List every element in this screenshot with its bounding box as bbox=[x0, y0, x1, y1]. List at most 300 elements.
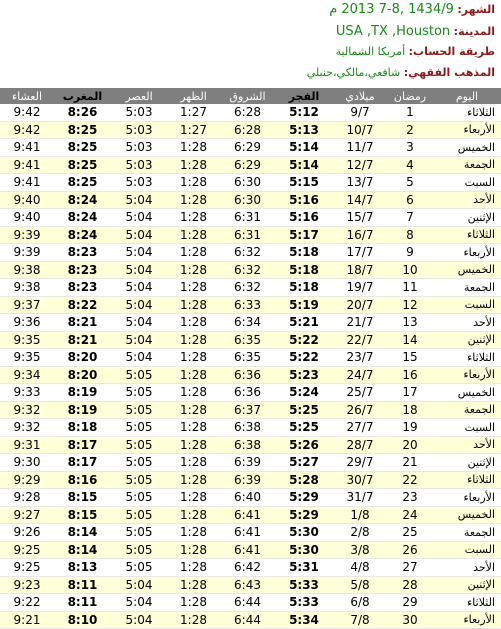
dhuhr-cell: 1:28 bbox=[167, 541, 220, 559]
isha-cell: 9:27 bbox=[0, 506, 54, 524]
asr-cell: 5:04 bbox=[111, 244, 167, 262]
isha-cell: 9:42 bbox=[0, 104, 54, 121]
table-row bbox=[0, 139, 501, 157]
dhuhr-cell: 1:27 bbox=[167, 121, 220, 139]
header-ramadan: رمضان bbox=[387, 88, 433, 104]
gregorian-cell: 31/7 bbox=[333, 489, 387, 507]
table-row bbox=[0, 296, 501, 314]
asr-cell: 5:03 bbox=[111, 156, 167, 174]
gregorian-cell: 20/7 bbox=[333, 296, 387, 314]
day-cell: الأحد bbox=[433, 191, 501, 209]
ramadan-cell: 14 bbox=[387, 331, 433, 349]
dhuhr-cell: 1:28 bbox=[167, 331, 220, 349]
madhhab-value: شافعي،مالكي،حنبلي bbox=[306, 66, 401, 79]
asr-cell: 5:05 bbox=[111, 489, 167, 507]
fajr-cell: 5:29 bbox=[275, 489, 333, 507]
day-cell: الثلاثاء bbox=[433, 349, 501, 367]
dhuhr-cell: 1:28 bbox=[167, 209, 220, 227]
fajr-cell: 5:13 bbox=[275, 121, 333, 139]
table-row bbox=[0, 366, 501, 384]
table-row bbox=[0, 226, 501, 244]
sunrise-cell: 6:32 bbox=[220, 279, 275, 297]
maghrib-cell: 8:17 bbox=[54, 436, 111, 454]
dhuhr-cell: 1:28 bbox=[167, 174, 220, 192]
isha-cell: 9:34 bbox=[0, 366, 54, 384]
method-value: أمريكا الشمالية bbox=[335, 45, 406, 58]
fajr-cell: 5:33 bbox=[275, 576, 333, 594]
day-cell: الثلاثاء bbox=[433, 594, 501, 612]
asr-cell: 5:04 bbox=[111, 611, 167, 629]
table-row bbox=[0, 314, 501, 332]
asr-cell: 5:05 bbox=[111, 384, 167, 402]
gregorian-cell: 16/7 bbox=[333, 226, 387, 244]
fajr-cell: 5:16 bbox=[275, 209, 333, 227]
sunrise-cell: 6:35 bbox=[220, 349, 275, 367]
asr-cell: 5:05 bbox=[111, 454, 167, 472]
table-row bbox=[0, 209, 501, 227]
ramadan-cell: 11 bbox=[387, 279, 433, 297]
asr-cell: 5:04 bbox=[111, 349, 167, 367]
fajr-cell: 5:26 bbox=[275, 436, 333, 454]
header-asr: العصر bbox=[111, 88, 167, 104]
ramadan-cell: 3 bbox=[387, 139, 433, 157]
table-row bbox=[0, 156, 501, 174]
maghrib-cell: 8:25 bbox=[54, 156, 111, 174]
table-row bbox=[0, 401, 501, 419]
gregorian-cell: 10/7 bbox=[333, 121, 387, 139]
gregorian-cell: 26/7 bbox=[333, 401, 387, 419]
fajr-cell: 5:34 bbox=[275, 611, 333, 629]
header-isha: العشاء bbox=[0, 88, 54, 104]
asr-cell: 5:05 bbox=[111, 506, 167, 524]
sunrise-cell: 6:30 bbox=[220, 191, 275, 209]
gregorian-cell: 7/8 bbox=[333, 611, 387, 629]
gregorian-cell: 5/8 bbox=[333, 576, 387, 594]
maghrib-cell: 8:22 bbox=[54, 296, 111, 314]
asr-cell: 5:04 bbox=[111, 226, 167, 244]
isha-cell: 9:38 bbox=[0, 261, 54, 279]
table-row bbox=[0, 104, 501, 121]
asr-cell: 5:04 bbox=[111, 261, 167, 279]
table-row bbox=[0, 261, 501, 279]
dhuhr-cell: 1:28 bbox=[167, 156, 220, 174]
table-row bbox=[0, 576, 501, 594]
dhuhr-cell: 1:28 bbox=[167, 139, 220, 157]
ramadan-cell: 18 bbox=[387, 401, 433, 419]
isha-cell: 9:35 bbox=[0, 331, 54, 349]
isha-cell: 9:38 bbox=[0, 279, 54, 297]
gregorian-cell: 2/8 bbox=[333, 524, 387, 542]
gregorian-cell: 13/7 bbox=[333, 174, 387, 192]
table-row bbox=[0, 174, 501, 192]
ramadan-cell: 6 bbox=[387, 191, 433, 209]
fajr-cell: 5:28 bbox=[275, 471, 333, 489]
fajr-cell: 5:30 bbox=[275, 524, 333, 542]
maghrib-cell: 8:19 bbox=[54, 384, 111, 402]
asr-cell: 5:04 bbox=[111, 279, 167, 297]
table-row bbox=[0, 541, 501, 559]
gregorian-cell: 14/7 bbox=[333, 191, 387, 209]
maghrib-cell: 8:25 bbox=[54, 121, 111, 139]
sunrise-cell: 6:44 bbox=[220, 611, 275, 629]
fajr-cell: 5:23 bbox=[275, 366, 333, 384]
asr-cell: 5:05 bbox=[111, 541, 167, 559]
isha-cell: 9:41 bbox=[0, 139, 54, 157]
sunrise-cell: 6:32 bbox=[220, 244, 275, 262]
month-label: الشهر: bbox=[457, 3, 495, 16]
dhuhr-cell: 1:28 bbox=[167, 611, 220, 629]
fajr-cell: 5:16 bbox=[275, 191, 333, 209]
day-cell: الأربعاء bbox=[433, 244, 501, 262]
day-cell: الخميس bbox=[433, 261, 501, 279]
maghrib-cell: 8:14 bbox=[54, 524, 111, 542]
asr-cell: 5:04 bbox=[111, 314, 167, 332]
fajr-cell: 5:31 bbox=[275, 559, 333, 577]
maghrib-cell: 8:26 bbox=[54, 104, 111, 121]
asr-cell: 5:04 bbox=[111, 331, 167, 349]
fajr-cell: 5:29 bbox=[275, 506, 333, 524]
gregorian-cell: 9/7 bbox=[333, 104, 387, 121]
table-row bbox=[0, 506, 501, 524]
maghrib-cell: 8:23 bbox=[54, 279, 111, 297]
sunrise-cell: 6:29 bbox=[220, 139, 275, 157]
gregorian-cell: 25/7 bbox=[333, 384, 387, 402]
madhhab-line bbox=[307, 66, 495, 79]
ramadan-cell: 29 bbox=[387, 594, 433, 612]
isha-cell: 9:42 bbox=[0, 121, 54, 139]
gregorian-cell: 27/7 bbox=[333, 419, 387, 437]
sunrise-cell: 6:37 bbox=[220, 401, 275, 419]
month-value: 1434/9 ,8-7 2013 م bbox=[329, 2, 454, 17]
table-row bbox=[0, 349, 501, 367]
sunrise-cell: 6:31 bbox=[220, 226, 275, 244]
day-cell: الإثنين bbox=[433, 209, 501, 227]
dhuhr-cell: 1:28 bbox=[167, 314, 220, 332]
fajr-cell: 5:30 bbox=[275, 541, 333, 559]
isha-cell: 9:39 bbox=[0, 244, 54, 262]
fajr-cell: 5:19 bbox=[275, 296, 333, 314]
city-line bbox=[336, 24, 495, 39]
day-cell: الثلاثاء bbox=[433, 104, 501, 121]
asr-cell: 5:05 bbox=[111, 419, 167, 437]
sunrise-cell: 6:28 bbox=[220, 104, 275, 121]
asr-cell: 5:03 bbox=[111, 121, 167, 139]
sunrise-cell: 6:34 bbox=[220, 314, 275, 332]
maghrib-cell: 8:19 bbox=[54, 401, 111, 419]
maghrib-cell: 8:16 bbox=[54, 471, 111, 489]
isha-cell: 9:40 bbox=[0, 191, 54, 209]
sunrise-cell: 6:38 bbox=[220, 419, 275, 437]
header-sunrise: الشروق bbox=[220, 88, 275, 104]
ramadan-cell: 23 bbox=[387, 489, 433, 507]
dhuhr-cell: 1:28 bbox=[167, 244, 220, 262]
header-gregorian: ميلادي bbox=[333, 88, 387, 104]
isha-cell: 9:36 bbox=[0, 314, 54, 332]
ramadan-cell: 8 bbox=[387, 226, 433, 244]
isha-cell: 9:28 bbox=[0, 489, 54, 507]
sunrise-cell: 6:41 bbox=[220, 524, 275, 542]
isha-cell: 9:26 bbox=[0, 524, 54, 542]
isha-cell: 9:32 bbox=[0, 401, 54, 419]
maghrib-cell: 8:21 bbox=[54, 314, 111, 332]
ramadan-cell: 4 bbox=[387, 156, 433, 174]
ramadan-cell: 10 bbox=[387, 261, 433, 279]
day-cell: الأربعاء bbox=[433, 489, 501, 507]
asr-cell: 5:05 bbox=[111, 524, 167, 542]
asr-cell: 5:04 bbox=[111, 594, 167, 612]
ramadan-cell: 9 bbox=[387, 244, 433, 262]
fajr-cell: 5:21 bbox=[275, 314, 333, 332]
table-row bbox=[0, 191, 501, 209]
table-row bbox=[0, 471, 501, 489]
table-row bbox=[0, 331, 501, 349]
gregorian-cell: 12/7 bbox=[333, 156, 387, 174]
header-maghrib: المغرب bbox=[54, 88, 111, 104]
gregorian-cell: 30/7 bbox=[333, 471, 387, 489]
ramadan-cell: 19 bbox=[387, 419, 433, 437]
asr-cell: 5:04 bbox=[111, 209, 167, 227]
table-row bbox=[0, 594, 501, 612]
maghrib-cell: 8:11 bbox=[54, 594, 111, 612]
header-dhuhr: الظهر bbox=[167, 88, 220, 104]
day-cell: الأحد bbox=[433, 436, 501, 454]
gregorian-cell: 18/7 bbox=[333, 261, 387, 279]
maghrib-cell: 8:25 bbox=[54, 174, 111, 192]
gregorian-cell: 17/7 bbox=[333, 244, 387, 262]
dhuhr-cell: 1:28 bbox=[167, 419, 220, 437]
day-cell: الأحد bbox=[433, 559, 501, 577]
asr-cell: 5:03 bbox=[111, 174, 167, 192]
maghrib-cell: 8:24 bbox=[54, 191, 111, 209]
sunrise-cell: 6:38 bbox=[220, 436, 275, 454]
sunrise-cell: 6:36 bbox=[220, 384, 275, 402]
maghrib-cell: 8:10 bbox=[54, 611, 111, 629]
day-cell: الإثنين bbox=[433, 331, 501, 349]
isha-cell: 9:39 bbox=[0, 226, 54, 244]
gregorian-cell: 23/7 bbox=[333, 349, 387, 367]
gregorian-cell: 29/7 bbox=[333, 454, 387, 472]
dhuhr-cell: 1:28 bbox=[167, 226, 220, 244]
fajr-cell: 5:14 bbox=[275, 156, 333, 174]
day-cell: السبت bbox=[433, 296, 501, 314]
table-row bbox=[0, 524, 501, 542]
sunrise-cell: 6:44 bbox=[220, 594, 275, 612]
month-line bbox=[329, 2, 495, 17]
maghrib-cell: 8:17 bbox=[54, 454, 111, 472]
day-cell: الجمعة bbox=[433, 279, 501, 297]
table-row bbox=[0, 279, 501, 297]
isha-cell: 9:40 bbox=[0, 209, 54, 227]
maghrib-cell: 8:21 bbox=[54, 331, 111, 349]
gregorian-cell: 28/7 bbox=[333, 436, 387, 454]
maghrib-cell: 8:14 bbox=[54, 541, 111, 559]
day-cell: الثلاثاء bbox=[433, 226, 501, 244]
table-row bbox=[0, 244, 501, 262]
dhuhr-cell: 1:27 bbox=[167, 104, 220, 121]
fajr-cell: 5:27 bbox=[275, 454, 333, 472]
fajr-cell: 5:12 bbox=[275, 104, 333, 121]
isha-cell: 9:37 bbox=[0, 296, 54, 314]
isha-cell: 9:22 bbox=[0, 594, 54, 612]
ramadan-cell: 27 bbox=[387, 559, 433, 577]
asr-cell: 5:05 bbox=[111, 471, 167, 489]
day-cell: الأحد bbox=[433, 314, 501, 332]
fajr-cell: 5:22 bbox=[275, 331, 333, 349]
day-cell: الجمعة bbox=[433, 401, 501, 419]
ramadan-cell: 21 bbox=[387, 454, 433, 472]
day-cell: الخميس bbox=[433, 506, 501, 524]
maghrib-cell: 8:13 bbox=[54, 559, 111, 577]
dhuhr-cell: 1:28 bbox=[167, 559, 220, 577]
isha-cell: 9:21 bbox=[0, 611, 54, 629]
gregorian-cell: 24/7 bbox=[333, 366, 387, 384]
fajr-cell: 5:18 bbox=[275, 261, 333, 279]
gregorian-cell: 22/7 bbox=[333, 331, 387, 349]
gregorian-cell: 4/8 bbox=[333, 559, 387, 577]
ramadan-cell: 26 bbox=[387, 541, 433, 559]
asr-cell: 5:05 bbox=[111, 401, 167, 419]
sunrise-cell: 6:29 bbox=[220, 156, 275, 174]
sunrise-cell: 6:32 bbox=[220, 261, 275, 279]
isha-cell: 9:32 bbox=[0, 419, 54, 437]
sunrise-cell: 6:40 bbox=[220, 489, 275, 507]
asr-cell: 5:04 bbox=[111, 191, 167, 209]
maghrib-cell: 8:18 bbox=[54, 419, 111, 437]
ramadan-cell: 16 bbox=[387, 366, 433, 384]
sunrise-cell: 6:36 bbox=[220, 366, 275, 384]
maghrib-cell: 8:23 bbox=[54, 261, 111, 279]
maghrib-cell: 8:15 bbox=[54, 489, 111, 507]
ramadan-cell: 12 bbox=[387, 296, 433, 314]
maghrib-cell: 8:20 bbox=[54, 349, 111, 367]
sunrise-cell: 6:43 bbox=[220, 576, 275, 594]
ramadan-cell: 7 bbox=[387, 209, 433, 227]
method-label: طريقة الحساب: bbox=[408, 45, 495, 58]
info-panel bbox=[0, 0, 501, 88]
ramadan-cell: 28 bbox=[387, 576, 433, 594]
fajr-cell: 5:25 bbox=[275, 401, 333, 419]
dhuhr-cell: 1:28 bbox=[167, 191, 220, 209]
fajr-cell: 5:17 bbox=[275, 226, 333, 244]
dhuhr-cell: 1:28 bbox=[167, 401, 220, 419]
ramadan-cell: 2 bbox=[387, 121, 433, 139]
dhuhr-cell: 1:28 bbox=[167, 384, 220, 402]
table-row bbox=[0, 419, 501, 437]
ramadan-cell: 15 bbox=[387, 349, 433, 367]
dhuhr-cell: 1:28 bbox=[167, 471, 220, 489]
day-cell: الأربعاء bbox=[433, 611, 501, 629]
asr-cell: 5:04 bbox=[111, 576, 167, 594]
day-cell: الإثنين bbox=[433, 576, 501, 594]
maghrib-cell: 8:23 bbox=[54, 244, 111, 262]
gregorian-cell: 21/7 bbox=[333, 314, 387, 332]
asr-cell: 5:05 bbox=[111, 559, 167, 577]
day-cell: الإثنين bbox=[433, 454, 501, 472]
header-day: اليوم bbox=[433, 88, 501, 104]
sunrise-cell: 6:39 bbox=[220, 471, 275, 489]
isha-cell: 9:35 bbox=[0, 349, 54, 367]
sunrise-cell: 6:42 bbox=[220, 559, 275, 577]
day-cell: الثلاثاء bbox=[433, 471, 501, 489]
method-line bbox=[336, 45, 495, 58]
day-cell: الجمعة bbox=[433, 524, 501, 542]
ramadan-cell: 30 bbox=[387, 611, 433, 629]
maghrib-cell: 8:11 bbox=[54, 576, 111, 594]
maghrib-cell: 8:24 bbox=[54, 226, 111, 244]
dhuhr-cell: 1:28 bbox=[167, 524, 220, 542]
city-value: USA ,TX ,Houston bbox=[335, 24, 451, 39]
dhuhr-cell: 1:28 bbox=[167, 296, 220, 314]
isha-cell: 9:41 bbox=[0, 156, 54, 174]
maghrib-cell: 8:20 bbox=[54, 366, 111, 384]
table-row bbox=[0, 121, 501, 139]
sunrise-cell: 6:39 bbox=[220, 454, 275, 472]
dhuhr-cell: 1:28 bbox=[167, 576, 220, 594]
fajr-cell: 5:18 bbox=[275, 279, 333, 297]
table-row bbox=[0, 384, 501, 402]
dhuhr-cell: 1:28 bbox=[167, 279, 220, 297]
prayer-times-table bbox=[0, 88, 501, 629]
sunrise-cell: 6:31 bbox=[220, 209, 275, 227]
fajr-cell: 5:15 bbox=[275, 174, 333, 192]
sunrise-cell: 6:41 bbox=[220, 506, 275, 524]
gregorian-cell: 11/7 bbox=[333, 139, 387, 157]
table-row bbox=[0, 454, 501, 472]
gregorian-cell: 3/8 bbox=[333, 541, 387, 559]
isha-cell: 9:30 bbox=[0, 454, 54, 472]
sunrise-cell: 6:28 bbox=[220, 121, 275, 139]
isha-cell: 9:41 bbox=[0, 174, 54, 192]
day-cell: السبت bbox=[433, 174, 501, 192]
ramadan-cell: 24 bbox=[387, 506, 433, 524]
ramadan-cell: 17 bbox=[387, 384, 433, 402]
sunrise-cell: 6:41 bbox=[220, 541, 275, 559]
isha-cell: 9:23 bbox=[0, 576, 54, 594]
city-label: المدينة: bbox=[453, 25, 495, 38]
ramadan-cell: 1 bbox=[387, 104, 433, 121]
day-cell: الجمعة bbox=[433, 156, 501, 174]
fajr-cell: 5:33 bbox=[275, 594, 333, 612]
isha-cell: 9:25 bbox=[0, 559, 54, 577]
asr-cell: 5:03 bbox=[111, 104, 167, 121]
isha-cell: 9:33 bbox=[0, 384, 54, 402]
maghrib-cell: 8:15 bbox=[54, 506, 111, 524]
gregorian-cell: 6/8 bbox=[333, 594, 387, 612]
ramadan-cell: 13 bbox=[387, 314, 433, 332]
sunrise-cell: 6:35 bbox=[220, 331, 275, 349]
gregorian-cell: 19/7 bbox=[333, 279, 387, 297]
table-row bbox=[0, 436, 501, 454]
day-cell: السبت bbox=[433, 419, 501, 437]
maghrib-cell: 8:25 bbox=[54, 139, 111, 157]
dhuhr-cell: 1:28 bbox=[167, 261, 220, 279]
day-cell: الخميس bbox=[433, 384, 501, 402]
day-cell: السبت bbox=[433, 541, 501, 559]
asr-cell: 5:05 bbox=[111, 366, 167, 384]
table-row bbox=[0, 489, 501, 507]
dhuhr-cell: 1:28 bbox=[167, 436, 220, 454]
sunrise-cell: 6:30 bbox=[220, 174, 275, 192]
ramadan-cell: 20 bbox=[387, 436, 433, 454]
isha-cell: 9:31 bbox=[0, 436, 54, 454]
dhuhr-cell: 1:28 bbox=[167, 454, 220, 472]
isha-cell: 9:29 bbox=[0, 471, 54, 489]
fajr-cell: 5:25 bbox=[275, 419, 333, 437]
asr-cell: 5:03 bbox=[111, 139, 167, 157]
gregorian-cell: 15/7 bbox=[333, 209, 387, 227]
table-row bbox=[0, 559, 501, 577]
asr-cell: 5:04 bbox=[111, 296, 167, 314]
